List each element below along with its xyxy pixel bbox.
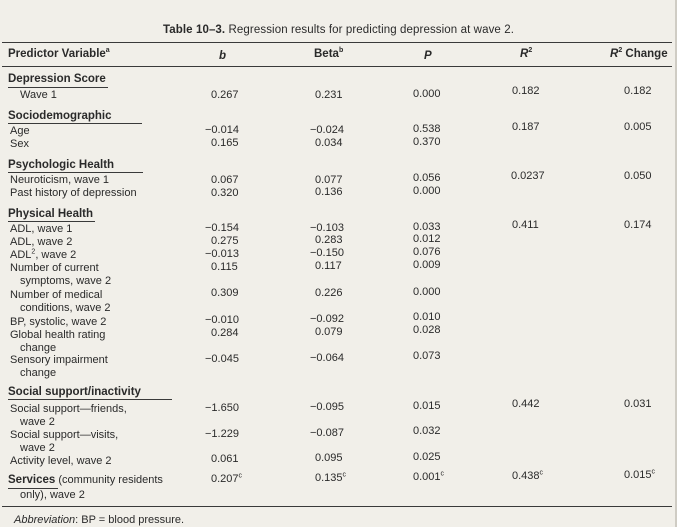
cell-beta: −0.092 bbox=[310, 313, 344, 325]
row-label-cont: symptoms, wave 2 bbox=[20, 275, 112, 287]
cell-p: 0.010 bbox=[413, 311, 441, 323]
cell-r2-change: 0.015$^c$ bbox=[624, 468, 656, 481]
cell-b: −0.045 bbox=[205, 353, 239, 365]
cell-b: 0.067 bbox=[211, 174, 239, 186]
cell-beta: −0.064 bbox=[310, 352, 344, 364]
cell-r2-change: 0.005 bbox=[624, 121, 652, 133]
cell-p: 0.015 bbox=[413, 400, 441, 412]
cell-r2: 0.442 bbox=[512, 398, 540, 410]
cell-beta: 0.077 bbox=[315, 174, 343, 186]
cell-r2: 0.182 bbox=[512, 85, 540, 97]
row-label-cont: only), wave 2 bbox=[20, 489, 85, 501]
cell-p: 0.073 bbox=[413, 350, 441, 362]
cell-r2-change: 0.050 bbox=[624, 170, 652, 182]
row-label: Number of medical bbox=[10, 289, 103, 301]
cell-p: 0.012 bbox=[413, 233, 441, 245]
header-r2: $R^2$ bbox=[520, 47, 533, 60]
row-label: ADL, wave 2 bbox=[10, 236, 73, 248]
cell-b: 0.115 bbox=[211, 261, 238, 273]
section-title-sociodemographic: Sociodemographic bbox=[8, 110, 112, 122]
cell-p: 0.001$^c$ bbox=[413, 470, 445, 483]
cell-p: 0.028 bbox=[413, 324, 441, 336]
cell-r2-change: 0.182 bbox=[624, 85, 652, 97]
cell-p: 0.000 bbox=[413, 286, 441, 298]
row-label: ADL$^2$, wave 2 bbox=[10, 248, 77, 261]
row-label: Global health rating bbox=[10, 329, 106, 341]
cell-b: 0.320 bbox=[211, 187, 239, 199]
section-title-social: Social support/inactivity bbox=[8, 386, 141, 398]
section-underline bbox=[8, 399, 172, 400]
row-label: Social support—friends, bbox=[10, 403, 127, 415]
section-underline bbox=[8, 87, 108, 88]
header-beta: Beta$^b$ bbox=[314, 47, 344, 60]
cell-p: 0.000 bbox=[413, 88, 441, 100]
table-title bbox=[0, 24, 677, 36]
cell-p: 0.538 bbox=[413, 123, 441, 135]
cell-b: −1.229 bbox=[205, 428, 239, 440]
section-title-services: Services (community residents bbox=[8, 474, 163, 486]
cell-b: −0.154 bbox=[205, 222, 239, 234]
cell-r2: 0.0237 bbox=[511, 170, 545, 182]
row-label: BP, systolic, wave 2 bbox=[10, 316, 107, 328]
row-label: Age bbox=[10, 125, 30, 137]
cell-p: 0.025 bbox=[413, 451, 441, 463]
cell-b: 0.275 bbox=[211, 235, 239, 247]
header-b: b bbox=[219, 50, 227, 62]
cell-beta: 0.095 bbox=[315, 452, 343, 464]
cell-r2: 0.411 bbox=[512, 219, 539, 231]
cell-beta: −0.087 bbox=[310, 427, 344, 439]
footnote: Abbreviation: BP = blood pressure. bbox=[14, 514, 185, 526]
cell-b: 0.284 bbox=[211, 327, 239, 339]
section-underline bbox=[8, 221, 95, 222]
cell-r2: 0.187 bbox=[512, 121, 540, 133]
cell-p: 0.000 bbox=[413, 185, 441, 197]
row-label-cont: wave 2 bbox=[20, 442, 55, 454]
cell-beta: 0.034 bbox=[315, 137, 343, 149]
bottom-rule bbox=[2, 506, 672, 507]
row-label: ADL, wave 1 bbox=[10, 223, 73, 235]
cell-p: 0.076 bbox=[413, 246, 441, 258]
header-rule bbox=[2, 66, 672, 67]
cell-b: −0.014 bbox=[205, 124, 239, 136]
cell-b: 0.207$^c$ bbox=[211, 472, 243, 485]
cell-r2-change: 0.174 bbox=[624, 219, 652, 231]
row-label: Neuroticism, wave 1 bbox=[10, 174, 110, 186]
table-title-number: Table 10–3. bbox=[162, 24, 226, 36]
cell-p: 0.056 bbox=[413, 172, 441, 184]
section-underline bbox=[8, 123, 142, 124]
header-r2-change: $R^2$ Change bbox=[610, 47, 668, 60]
row-label: Wave 1 bbox=[20, 89, 57, 101]
cell-b: −0.013 bbox=[205, 248, 239, 260]
row-label: Number of current bbox=[10, 262, 99, 274]
cell-beta: 0.135$^c$ bbox=[315, 471, 347, 484]
row-label-cont: wave 2 bbox=[20, 416, 55, 428]
cell-p: 0.033 bbox=[413, 221, 441, 233]
cell-beta: −0.024 bbox=[310, 124, 344, 136]
row-label: Social support—visits, bbox=[10, 429, 119, 441]
table-title-text: Regression results for predicting depression at wave 2. bbox=[228, 24, 515, 36]
cell-b: 0.165 bbox=[211, 137, 239, 149]
row-label-cont: conditions, wave 2 bbox=[20, 302, 111, 314]
cell-beta: −0.150 bbox=[310, 247, 344, 259]
cell-p: 0.009 bbox=[413, 259, 441, 271]
cell-beta: 0.226 bbox=[315, 287, 343, 299]
header-predictor: Predictor Variable$^a$ bbox=[8, 47, 110, 60]
section-title-psychologic: Psychologic Health bbox=[8, 159, 115, 171]
cell-p: 0.032 bbox=[413, 425, 441, 437]
row-label: Past history of depression bbox=[10, 187, 137, 199]
section-underline bbox=[8, 172, 143, 173]
cell-beta: 0.117 bbox=[315, 260, 342, 272]
cell-beta: −0.095 bbox=[310, 401, 344, 413]
header-p: P bbox=[424, 50, 432, 62]
cell-r2: 0.438$^c$ bbox=[512, 469, 544, 482]
row-label-cont: change bbox=[20, 367, 57, 379]
cell-beta: 0.231 bbox=[315, 89, 343, 101]
row-label: Sex bbox=[10, 138, 29, 150]
cell-beta: 0.079 bbox=[315, 326, 343, 338]
section-title-depression: Depression Score bbox=[8, 73, 106, 85]
cell-p: 0.370 bbox=[413, 136, 441, 148]
cell-b: −1.650 bbox=[205, 402, 239, 414]
cell-b: 0.309 bbox=[211, 287, 239, 299]
cell-b: 0.267 bbox=[211, 89, 239, 101]
row-label-cont: change bbox=[20, 342, 57, 354]
row-label: Activity level, wave 2 bbox=[10, 455, 112, 467]
cell-b: −0.010 bbox=[205, 314, 239, 326]
cell-beta: 0.283 bbox=[315, 234, 343, 246]
cell-beta: 0.136 bbox=[315, 186, 343, 198]
cell-beta: −0.103 bbox=[310, 222, 344, 234]
cell-r2-change: 0.031 bbox=[624, 398, 652, 410]
cell-b: 0.061 bbox=[211, 453, 239, 465]
top-rule bbox=[2, 42, 672, 43]
section-title-physical: Physical Health bbox=[8, 208, 94, 220]
row-label: Sensory impairment bbox=[10, 354, 108, 366]
